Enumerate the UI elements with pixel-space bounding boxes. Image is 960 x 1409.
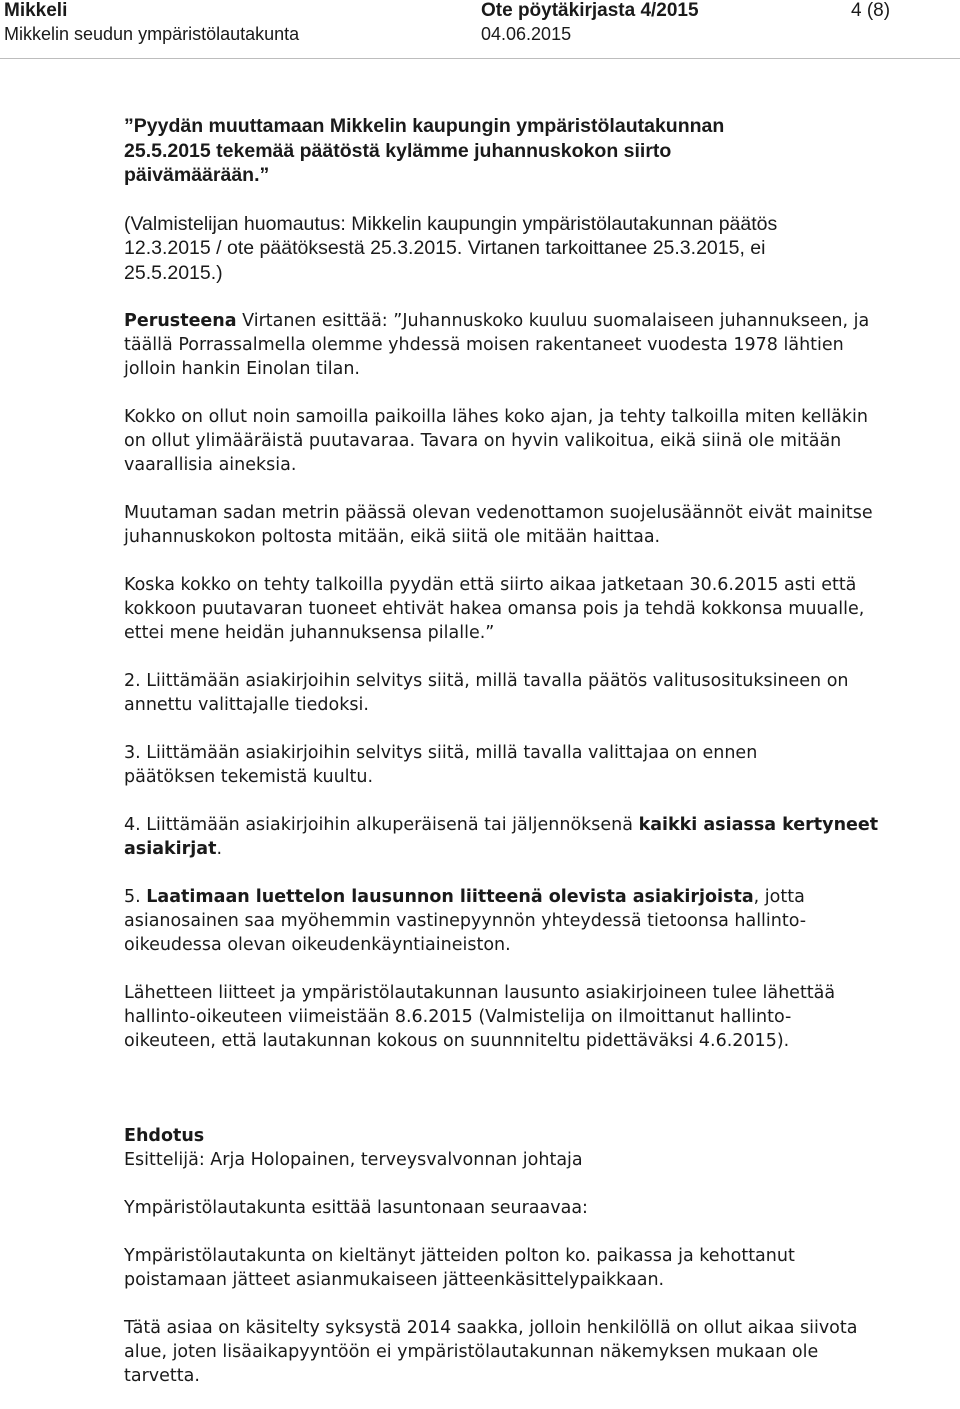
paragraph-submission: Lähetteen liitteet ja ympäristölautakunnan lausunto asiakirjoineen tulee lähettää hallinto-oikeuteen viimeistään 8.6.2015 (Valmistelija on ilmoittanut hallinto-oikeuteen, että lautakunnan kokous on suunnniteltu pidettäväksi 4.6.2015). (124, 983, 836, 1051)
document-title: Ote pöytäkirjasta 4/2015 (481, 0, 699, 21)
list-item-5-bold: Laatimaan luettelon lausunnon liitteenä olevista asiakirjoista (146, 887, 754, 907)
list-item-4-end: . (216, 839, 223, 859)
document-date: 04.06.2015 (481, 24, 572, 44)
committee-name: Mikkelin seudun ympäristölautakunta (4, 24, 300, 44)
grounds-paragraph (124, 309, 894, 381)
list-item-4-bold: kaikki asiassa kertyneet asiakirjat (124, 815, 879, 859)
paragraph-extension-request: Koska kokko on tehty talkoilla pyydän että siirto aikaa jatketaan 30.6.2015 asti että kokkoon puutavaran tuoneet ehtivät hakea omansa pois ja tehdä kokkonsa muualle, ettei mene heidän juhannuksensa pilalle.” (124, 575, 865, 643)
quoted-request: ”Pyydän muuttamaan Mikkelin kaupungin ympäristölautakunnan 25.5.2015 tekemää päätöstä kylämme juhannuskokon siirto päivämäärään.” (124, 115, 725, 186)
list-item-2: 2. Liittämään asiakirjoihin selvitys siitä, millä tavalla päätös valitusosituksineen on annettu valittajalle tiedoksi. (124, 671, 849, 715)
proposal-intro: Ympäristölautakunta esittää lasuntonaan seuraavaa: (124, 1198, 588, 1218)
page-number: 4 (8) (851, 0, 891, 21)
list-item-5-number: 5. (124, 887, 147, 907)
list-item-5-text: , jotta asianosainen saa myöhemmin vastinepyynnön yhteydessä tietoonsa hallinto-oikeudessa olevan oikeudenkäyntiaineiston. (124, 887, 807, 955)
preparer-note: (Valmistelijan huomautus: Mikkelin kaupungin ympäristölautakunnan päätös 12.3.2015 / ote päätöksestä 25.3.2015. Virtanen tarkoittanee 25.3.2015, ei 25.5.2015.) (124, 212, 778, 284)
proposal-paragraph-1: Ympäristölautakunta on kieltänyt jätteiden polton ko. paikassa ja kehottanut poistamaan jätteet asianmukaiseen jätteenkäsittelypaikkaan. (124, 1246, 795, 1290)
grounds-text: Virtanen esittää: ”Juhannuskoko kuuluu suomalaiseen juhannukseen, ja täällä Porrassalmella olemme yhdessä moisen rakentaneet vuodesta 1978 lähtien jolloin hankin Einolan tilan. (124, 311, 870, 379)
list-item-5 (124, 885, 894, 957)
grounds-label: Perusteena (124, 311, 237, 331)
list-item-3: 3. Liittämään asiakirjoihin selvitys siitä, millä tavalla valittajaa on ennen päätöksen tekemistä kuultu. (124, 743, 758, 787)
proposal-presenter: Esittelijä: Arja Holopainen, terveysvalvonnan johtaja (124, 1150, 583, 1170)
paragraph-water-intake: Muutaman sadan metrin päässä olevan vedenottamon suojelusäännöt eivät mainitse juhannuskokon poltosta mitään, eikä siitä ole mitään haittaa. (124, 503, 873, 547)
org-name: Mikkeli (4, 0, 68, 21)
list-item-4 (124, 813, 894, 861)
page-header (0, 0, 960, 60)
header-divider (0, 58, 960, 59)
proposal-paragraph-2: Tätä asiaa on käsitelty syksystä 2014 saakka, jolloin henkilöllä on ollut aikaa siivota alue, joten lisäaikapyyntöön ei ympäristölautakunnan näkemyksen mukaan ole tarvetta. (124, 1318, 858, 1386)
paragraph-kokko: Kokko on ollut noin samoilla paikoilla lähes koko ajan, ja tehty talkoilla miten kelläkin on ollut ylimääräistä puutavaraa. Tavara on hyvin valikoitua, eikä siinä ole mitään vaarallisia aineksia. (124, 407, 868, 475)
list-item-4-text: 4. Liittämään asiakirjoihin alkuperäisenä tai jäljennöksenä (124, 815, 639, 835)
document-body (124, 114, 894, 1388)
proposal-title: Ehdotus (124, 1126, 205, 1146)
